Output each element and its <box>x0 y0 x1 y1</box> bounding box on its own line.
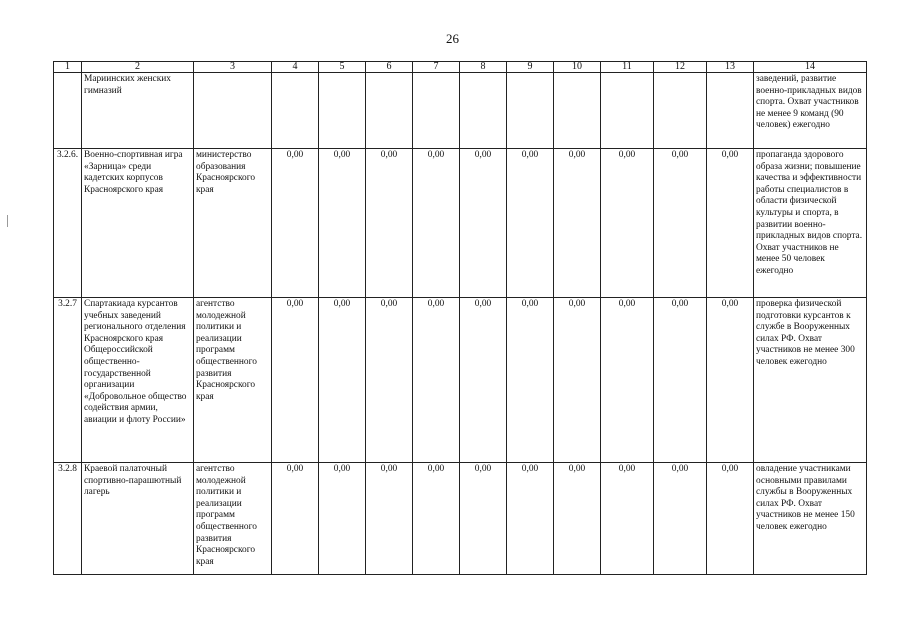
row-value: 0,00 <box>319 149 366 298</box>
page-number: 26 <box>446 31 459 46</box>
row-value: 0,00 <box>507 149 554 298</box>
row-value: 0,00 <box>460 298 507 463</box>
row-value: 0,00 <box>507 463 554 575</box>
header-row <box>54 62 867 73</box>
row-name: Краевой палаточный спортивно-парашютный лагерь <box>82 463 194 575</box>
column-header: 10 <box>554 62 601 73</box>
row-name: Спартакиада курсантов учебных заведений регионального отделения Красноярского края Общероссийской общественно-государственной организации «Добровольное общество содействия армии, авиации и флоту России» <box>82 298 194 463</box>
table-row <box>54 463 867 575</box>
row-code: 3.2.7 <box>54 298 82 463</box>
table-row <box>54 298 867 463</box>
row-value: 0,00 <box>554 463 601 575</box>
row-value: 0,00 <box>554 298 601 463</box>
column-header: 13 <box>707 62 754 73</box>
row-name: Мариинских женских гимназий <box>82 73 194 149</box>
column-header: 12 <box>654 62 707 73</box>
scan-artifact <box>7 215 8 227</box>
row-value: 0,00 <box>707 149 754 298</box>
row-value: 0,00 <box>707 298 754 463</box>
row-value: 0,00 <box>654 149 707 298</box>
column-header: 9 <box>507 62 554 73</box>
column-header: 8 <box>460 62 507 73</box>
row-value: 0,00 <box>319 463 366 575</box>
row-value: 0,00 <box>272 149 319 298</box>
row-result: заведений, развитие военно-прикладных видов спорта. Охват участников не менее 9 команд (90 человек) ежегодно <box>754 73 867 149</box>
row-value <box>507 73 554 149</box>
column-header: 14 <box>754 62 867 73</box>
row-value <box>413 73 460 149</box>
column-header: 7 <box>413 62 460 73</box>
table-row <box>54 73 867 149</box>
row-value <box>460 73 507 149</box>
row-executor: агентство молодежной политики и реализации программ общественного развития Красноярского края <box>194 463 272 575</box>
row-value: 0,00 <box>272 463 319 575</box>
row-value <box>707 73 754 149</box>
row-value: 0,00 <box>366 463 413 575</box>
row-value: 0,00 <box>272 298 319 463</box>
row-value <box>366 73 413 149</box>
column-header: 4 <box>272 62 319 73</box>
row-value: 0,00 <box>601 149 654 298</box>
table-row <box>54 149 867 298</box>
row-value: 0,00 <box>554 149 601 298</box>
row-value <box>654 73 707 149</box>
row-value: 0,00 <box>413 298 460 463</box>
row-value: 0,00 <box>601 463 654 575</box>
row-value: 0,00 <box>460 149 507 298</box>
row-result: пропаганда здорового образа жизни; повышение качества и эффективности работы специалистов в области физической культуры и спорта, в развитии военно-прикладных видов спорта. Охват участников не менее 50 человек ежегодно <box>754 149 867 298</box>
row-value <box>272 73 319 149</box>
row-result: проверка физической подготовки курсантов к службе в Вооруженных силах РФ. Охват участников не менее 300 человек ежегодно <box>754 298 867 463</box>
column-header: 1 <box>54 62 82 73</box>
row-code: 3.2.8 <box>54 463 82 575</box>
program-table <box>53 61 867 575</box>
row-name: Военно-спортивная игра «Зарница» среди кадетских корпусов Красноярского края <box>82 149 194 298</box>
row-code <box>54 73 82 149</box>
row-executor: министерство образования Красноярского края <box>194 149 272 298</box>
row-value: 0,00 <box>366 298 413 463</box>
row-executor <box>194 73 272 149</box>
row-value: 0,00 <box>319 298 366 463</box>
row-value <box>601 73 654 149</box>
row-value <box>319 73 366 149</box>
column-header: 3 <box>194 62 272 73</box>
column-header: 11 <box>601 62 654 73</box>
row-value: 0,00 <box>413 463 460 575</box>
row-value: 0,00 <box>366 149 413 298</box>
column-header: 6 <box>366 62 413 73</box>
row-code: 3.2.6. <box>54 149 82 298</box>
column-header: 2 <box>82 62 194 73</box>
row-value: 0,00 <box>707 463 754 575</box>
row-executor: агентство молодежной политики и реализации программ общественного развития Красноярского края <box>194 298 272 463</box>
row-value: 0,00 <box>460 463 507 575</box>
column-header: 5 <box>319 62 366 73</box>
row-value: 0,00 <box>507 298 554 463</box>
row-value: 0,00 <box>413 149 460 298</box>
row-result: овладение участниками основными правилами службы в Вооруженных силах РФ. Охват участников не менее 150 человек ежегодно <box>754 463 867 575</box>
row-value: 0,00 <box>601 298 654 463</box>
row-value <box>554 73 601 149</box>
row-value: 0,00 <box>654 298 707 463</box>
row-value: 0,00 <box>654 463 707 575</box>
